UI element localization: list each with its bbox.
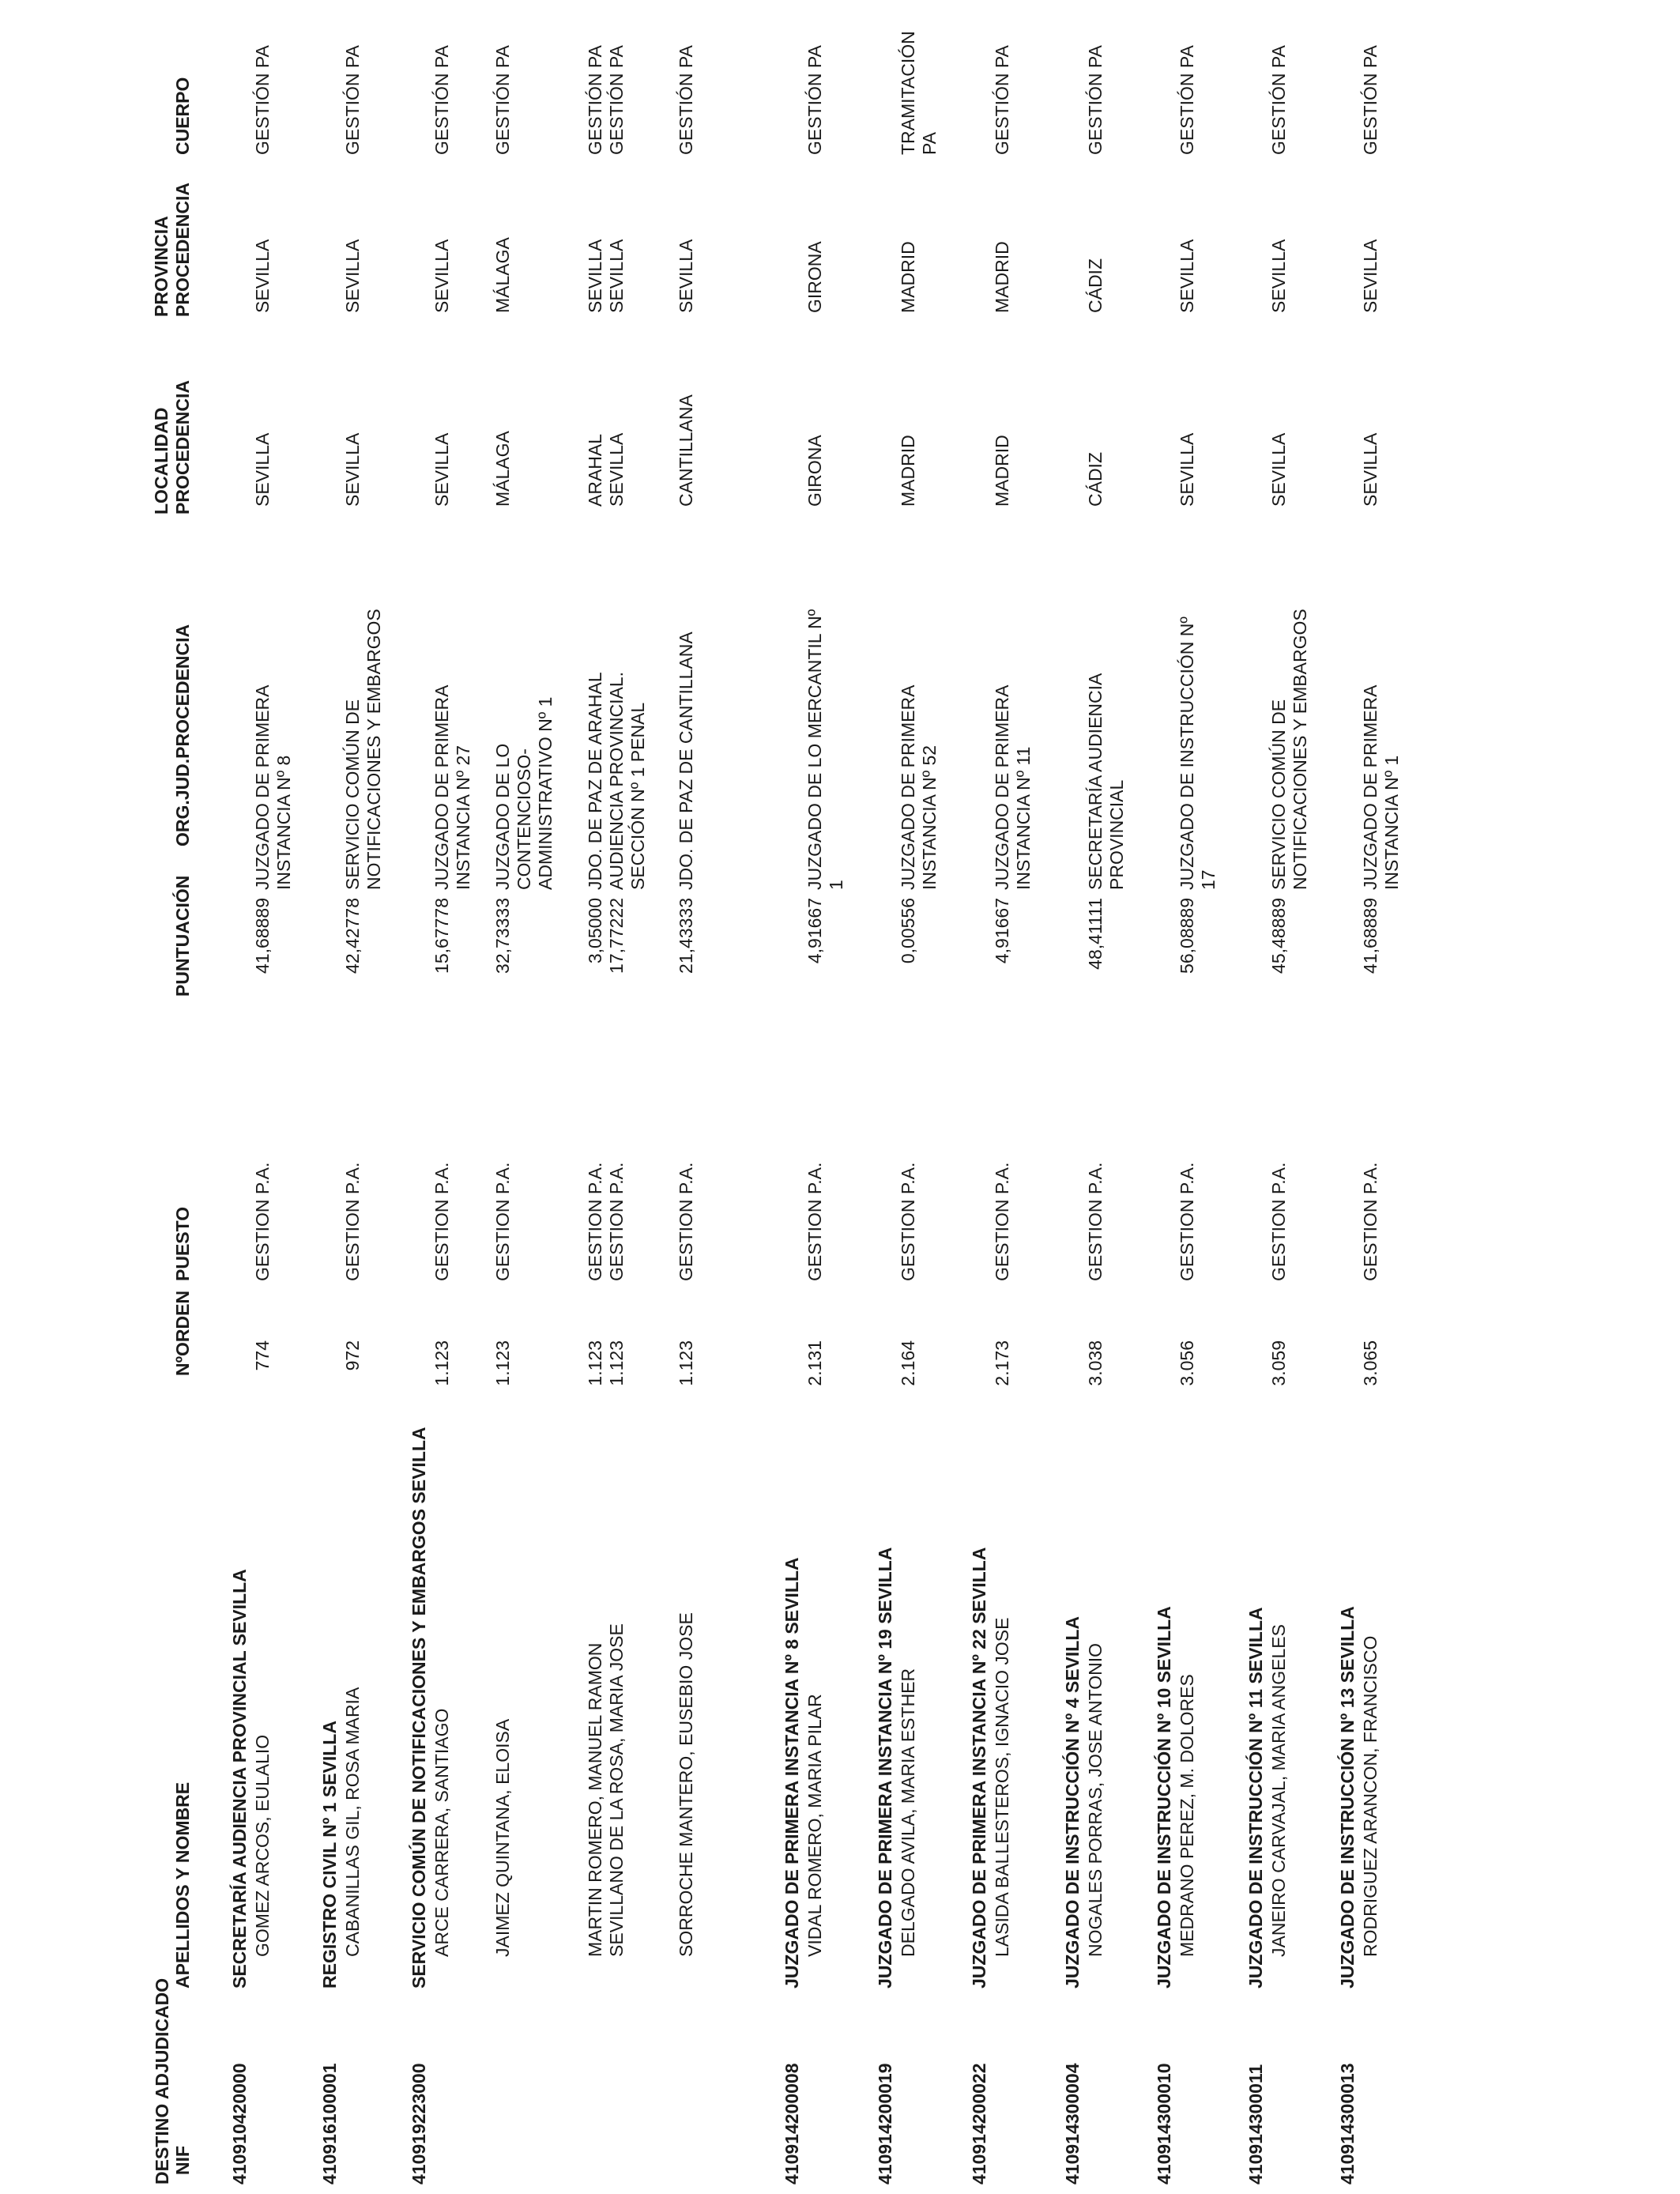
origin-province: SEVILLA xyxy=(1177,239,1197,313)
origin-province: MADRID xyxy=(898,241,918,313)
position: GESTION P.A. xyxy=(585,1162,605,1281)
position: GESTION P.A. xyxy=(992,1162,1012,1281)
order-number: 1.123 xyxy=(431,1340,452,1386)
score: 41,68889 xyxy=(1360,898,1381,974)
origin-province: SEVILLA xyxy=(676,239,696,313)
position: GESTION P.A. xyxy=(252,1162,273,1281)
order-number: 1.123 xyxy=(585,1340,605,1386)
destino-name: JUZGADO DE INSTRUCCIÓN Nº 10 SEVILLA xyxy=(1154,1606,1174,1989)
position: GESTION P.A. xyxy=(606,1162,627,1281)
origin-locality: CÁDIZ xyxy=(1085,452,1106,507)
destino-code: 410914300011 xyxy=(1245,2064,1266,2185)
destino-name: JUZGADO DE PRIMERA INSTANCIA Nº 19 SEVILLA xyxy=(875,1547,895,1989)
origin-court: JUZGADO DE PRIMERA INSTANCIA Nº 1 xyxy=(1360,684,1402,890)
nif-header: NIF xyxy=(172,2145,193,2175)
score: 32,73333 xyxy=(492,898,513,974)
applicant-name: SEVILLANO DE LA ROSA, MARIA JOSE xyxy=(606,1623,627,1957)
corps: GESTIÓN PA xyxy=(1177,45,1197,155)
order-number: 2.173 xyxy=(992,1340,1012,1386)
org-header: ORG.JUD.PROCEDENCIA xyxy=(172,624,193,846)
puesto-header: PUESTO xyxy=(172,1206,193,1281)
order-number: 1.123 xyxy=(492,1340,513,1386)
origin-locality: ARAHAL xyxy=(585,433,605,507)
origin-locality: SEVILLA xyxy=(1360,432,1381,507)
localidad-header-1: LOCALIDAD xyxy=(151,407,171,515)
applicant-name: SORROCHE MANTERO, EUSEBIO JOSE xyxy=(676,1612,696,1957)
score: 56,08889 xyxy=(1177,898,1197,974)
destino-code: 410914300004 xyxy=(1062,2063,1083,2185)
destino-code: 410914200008 xyxy=(782,2063,802,2185)
applicant-name: NOGALES PORRAS, JOSE ANTONIO xyxy=(1085,1642,1106,1957)
origin-province: SEVILLA xyxy=(606,239,627,313)
score: 4,91667 xyxy=(992,898,1012,964)
score: 15,67778 xyxy=(431,898,452,974)
score: 42,42778 xyxy=(342,898,363,974)
score: 41,68889 xyxy=(252,898,273,974)
destino-adjudicado-header: DESTINO ADJUDICADO xyxy=(152,1977,172,2185)
destino-code: 410916100001 xyxy=(319,2063,340,2185)
destino-name: JUZGADO DE INSTRUCCIÓN Nº 4 SEVILLA xyxy=(1062,1616,1083,1989)
origin-court: JUZGADO DE LO MERCANTIL Nº 1 xyxy=(804,609,846,890)
order-number: 1.123 xyxy=(606,1340,627,1386)
destino-name: JUZGADO DE PRIMERA INSTANCIA Nº 22 SEVILLA xyxy=(969,1547,989,1989)
origin-locality: SEVILLA xyxy=(1177,432,1197,507)
origin-locality: MÁLAGA xyxy=(492,431,513,507)
order-number: 3.038 xyxy=(1085,1340,1106,1386)
position: GESTION P.A. xyxy=(1085,1162,1106,1281)
destino-name: JUZGADO DE INSTRUCCIÓN Nº 13 SEVILLA xyxy=(1337,1606,1358,1989)
origin-locality: MADRID xyxy=(898,435,918,507)
origin-province: MÁLAGA xyxy=(492,237,513,313)
corps: TRAMITACIÓN PA xyxy=(898,31,940,155)
corps: GESTIÓN PA xyxy=(342,45,363,155)
origin-court: JUZGADO DE LO CONTENCIOSO- ADMINISTRATIVO Nº 1 xyxy=(492,696,556,890)
origin-province: SEVILLA xyxy=(1268,239,1289,313)
applicant-name: VIDAL ROMERO, MARIA PILAR xyxy=(804,1694,825,1957)
norden-header: NºORDEN xyxy=(172,1290,193,1376)
corps: GESTIÓN PA xyxy=(606,45,627,155)
applicant-name: RODRIGUEZ ARANCON, FRANCISCO xyxy=(1360,1635,1381,1957)
origin-court: JUZGADO DE PRIMERA INSTANCIA Nº 27 xyxy=(431,684,473,890)
applicant-name: CABANILLAS GIL, ROSA MARIA xyxy=(342,1687,363,1957)
position: GESTION P.A. xyxy=(676,1162,696,1281)
score: 0,00556 xyxy=(898,898,918,964)
puntuacion-header: PUNTUACIÓN xyxy=(172,875,193,997)
apellidos-header: APELLIDOS Y NOMBRE xyxy=(172,1781,193,1989)
score: 21,43333 xyxy=(676,898,696,974)
origin-locality: GIRONA xyxy=(804,435,825,507)
applicant-name: MEDRANO PEREZ, M. DOLORES xyxy=(1177,1674,1197,1957)
destino-name: SERVICIO COMÚN DE NOTIFICACIONES Y EMBARGOS SEVILLA xyxy=(409,1427,429,1989)
cuerpo-header: CUERPO xyxy=(172,77,193,155)
applicant-name: MARTIN ROMERO, MANUEL RAMON xyxy=(585,1642,605,1957)
origin-locality: SEVILLA xyxy=(342,432,363,507)
destino-name: JUZGADO DE INSTRUCCIÓN Nº 11 SEVILLA xyxy=(1245,1607,1266,1989)
destino-code: 410919223000 xyxy=(409,2063,429,2185)
origin-court: SERVICIO COMÚN DE NOTIFICACIONES Y EMBARGOS xyxy=(342,609,384,890)
corps: GESTIÓN PA xyxy=(492,45,513,155)
order-number: 1.123 xyxy=(676,1340,696,1386)
corps: GESTIÓN PA xyxy=(431,45,452,155)
origin-court: JUZGADO DE PRIMERA INSTANCIA Nº 8 xyxy=(252,684,294,890)
score: 3,05000 xyxy=(585,898,605,964)
position: GESTION P.A. xyxy=(431,1162,452,1281)
origin-province: SEVILLA xyxy=(342,239,363,313)
origin-province: CÁDIZ xyxy=(1085,258,1106,313)
localidad-header-2: PROCEDENCIA xyxy=(172,380,193,515)
origin-court: JDO. DE PAZ DE CANTILLANA xyxy=(676,631,696,890)
corps: GESTIÓN PA xyxy=(676,45,696,155)
origin-court: JUZGADO DE INSTRUCCIÓN Nº 17 xyxy=(1177,616,1219,890)
applicant-name: JAIMEZ QUINTANA, ELOISA xyxy=(492,1718,513,1957)
origin-province: SEVILLA xyxy=(252,239,273,313)
corps: GESTIÓN PA xyxy=(1360,45,1381,155)
origin-locality: SEVILLA xyxy=(606,432,627,507)
position: GESTION P.A. xyxy=(492,1162,513,1281)
corps: GESTIÓN PA xyxy=(804,45,825,155)
score: 48,41111 xyxy=(1085,898,1106,970)
origin-province: SEVILLA xyxy=(1360,239,1381,313)
destino-code: 410914300010 xyxy=(1154,2063,1174,2185)
origin-locality: SEVILLA xyxy=(431,432,452,507)
score: 17,77222 xyxy=(606,898,627,974)
destino-code: 410914200019 xyxy=(875,2063,895,2185)
origin-court: JUZGADO DE PRIMERA INSTANCIA Nº 52 xyxy=(898,684,940,890)
corps: GESTIÓN PA xyxy=(1085,45,1106,155)
corps: GESTIÓN PA xyxy=(585,45,605,155)
order-number: 972 xyxy=(342,1340,363,1371)
origin-court: SECRETARÍA AUDIENCIA PROVINCIAL xyxy=(1085,673,1127,890)
position: GESTION P.A. xyxy=(898,1162,918,1281)
corps: GESTIÓN PA xyxy=(1268,45,1289,155)
applicant-name: JANEIRO CARVAJAL, MARIA ANGELES xyxy=(1268,1624,1289,1957)
origin-province: MADRID xyxy=(992,241,1012,313)
origin-province: GIRONA xyxy=(804,241,825,313)
order-number: 2.164 xyxy=(898,1340,918,1386)
origin-province: SEVILLA xyxy=(585,239,605,313)
applicant-name: DELGADO AVILA, MARIA ESTHER xyxy=(898,1668,918,1957)
origin-locality: SEVILLA xyxy=(252,432,273,507)
position: GESTION P.A. xyxy=(342,1162,363,1281)
position: GESTION P.A. xyxy=(1360,1162,1381,1281)
destino-name: REGISTRO CIVIL Nº 1 SEVILLA xyxy=(319,1721,340,1989)
origin-province: SEVILLA xyxy=(431,239,452,313)
position: GESTION P.A. xyxy=(804,1162,825,1281)
order-number: 3.065 xyxy=(1360,1340,1381,1386)
order-number: 2.131 xyxy=(804,1340,825,1386)
origin-court: AUDIENCIA PROVINCIAL. SECCIÓN Nº 1 PENAL xyxy=(606,671,648,890)
origin-court: SERVICIO COMÚN DE NOTIFICACIONES Y EMBARGOS xyxy=(1268,609,1310,890)
score: 4,91667 xyxy=(804,898,825,964)
position: GESTION P.A. xyxy=(1268,1162,1289,1281)
destino-code: 410914200022 xyxy=(969,2063,989,2185)
applicant-name: LASIDA BALLESTEROS, IGNACIO JOSE xyxy=(992,1617,1012,1957)
corps: GESTIÓN PA xyxy=(252,45,273,155)
applicant-name: ARCE CARRERA, SANTIAGO xyxy=(431,1708,452,1957)
origin-locality: CANTILLANA xyxy=(676,394,696,507)
corps: GESTIÓN PA xyxy=(992,45,1012,155)
destino-code: 410914300013 xyxy=(1337,2063,1358,2185)
provincia-header-1: PROVINCIA xyxy=(151,216,171,317)
position: GESTION P.A. xyxy=(1177,1162,1197,1281)
destino-code: 410910420000 xyxy=(229,2063,250,2185)
origin-court: JDO. DE PAZ DE ARAHAL xyxy=(585,672,605,890)
score: 45,48889 xyxy=(1268,898,1289,974)
order-number: 3.056 xyxy=(1177,1340,1197,1386)
destino-name: SECRETARÍA AUDIENCIA PROVINCIAL SEVILLA xyxy=(229,1569,250,1989)
origin-locality: MADRID xyxy=(992,435,1012,507)
order-number: 3.059 xyxy=(1268,1340,1289,1386)
origin-court: JUZGADO DE PRIMERA INSTANCIA Nº 11 xyxy=(992,684,1034,890)
destino-name: JUZGADO DE PRIMERA INSTANCIA Nº 8 SEVILLA xyxy=(782,1557,802,1989)
origin-locality: SEVILLA xyxy=(1268,432,1289,507)
applicant-name: GOMEZ ARCOS, EULALIO xyxy=(252,1734,273,1957)
provincia-header-2: PROCEDENCIA xyxy=(172,183,193,317)
order-number: 774 xyxy=(252,1340,273,1371)
